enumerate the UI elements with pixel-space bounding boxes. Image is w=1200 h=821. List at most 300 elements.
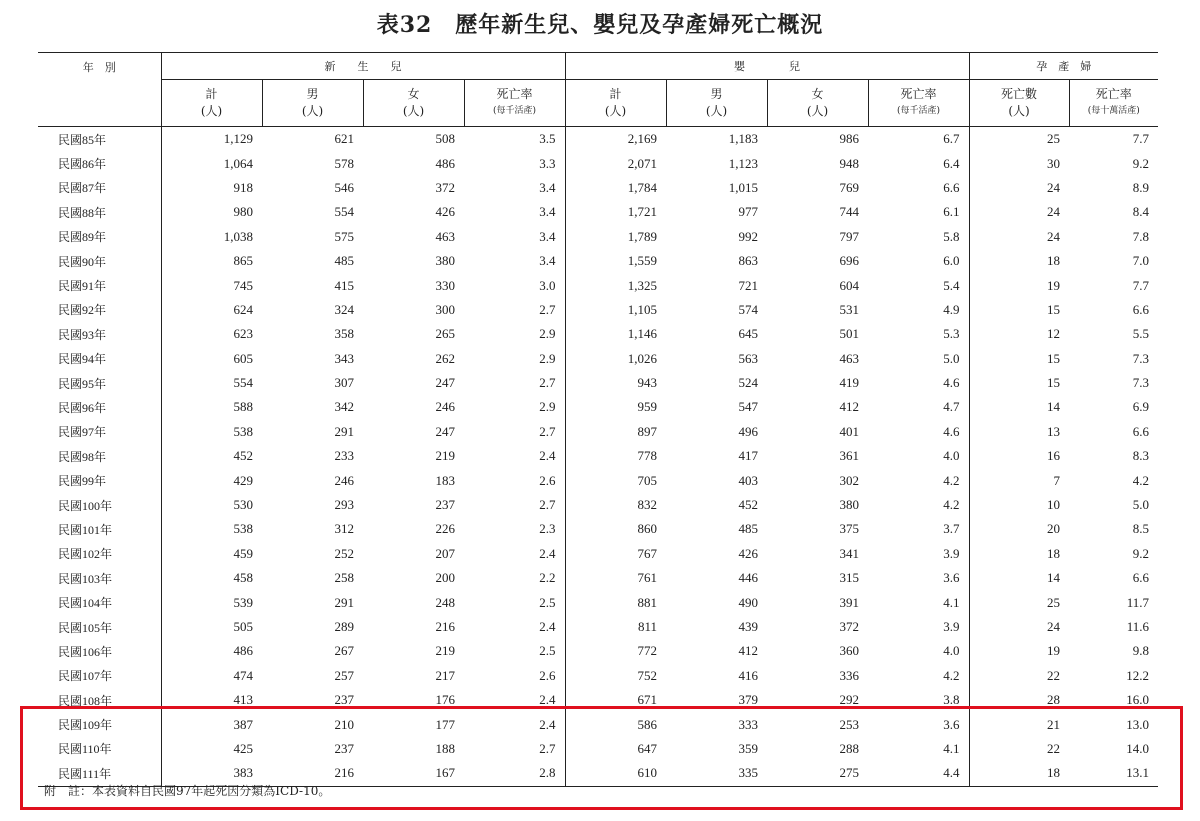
table-cell: 425 <box>161 737 262 761</box>
row-year-cell: 民國96年 <box>58 400 107 415</box>
table-cell: 15 <box>969 371 1069 395</box>
table-cell: 219 <box>435 643 455 659</box>
table-cell: 291 <box>334 594 354 610</box>
row-year-cell: 民國98年 <box>58 449 107 464</box>
table-cell: 860 <box>565 517 666 541</box>
table-cell: 2.7 <box>539 497 556 513</box>
table-cell: 485 <box>334 253 354 269</box>
row-year-cell: 民國107年 <box>58 669 113 684</box>
table-cell: 275 <box>767 761 868 786</box>
table-cell: 1,064 <box>161 151 262 175</box>
table-cell: 401 <box>839 423 859 439</box>
table-cell: 380 <box>435 253 455 269</box>
table-cell: 3.9 <box>943 545 960 561</box>
column-header <box>464 80 565 127</box>
table-cell: 9.8 <box>1132 643 1149 659</box>
table-cell: 5.3 <box>943 326 960 342</box>
table-cell: 4.2 <box>943 667 960 683</box>
column-header <box>868 80 969 127</box>
table-cell: 2.5 <box>539 594 556 610</box>
table-cell: 6.6 <box>1132 570 1149 586</box>
table-cell: 2.7 <box>539 423 556 439</box>
column-header-label: 女 <box>407 87 420 101</box>
table-cell: 624 <box>161 298 262 322</box>
table-cell: 575 <box>334 228 354 244</box>
table-cell: 216 <box>262 761 363 786</box>
table-cell: 2.2 <box>539 570 556 586</box>
table-cell: 1,784 <box>565 176 666 200</box>
table-cell: 3.8 <box>943 692 960 708</box>
table-cell: 797 <box>839 228 859 244</box>
table-cell: 986 <box>839 131 859 147</box>
table-cell: 463 <box>839 350 859 366</box>
table-cell: 645 <box>738 326 758 342</box>
table-cell: 992 <box>738 228 758 244</box>
table-cell: 30 <box>969 151 1069 175</box>
table-cell: 14 <box>969 395 1069 419</box>
column-header-label: 男 <box>306 87 319 101</box>
table-cell: 1,789 <box>565 225 666 249</box>
table-cell: 5.4 <box>943 277 960 293</box>
table-cell: 216 <box>435 619 455 634</box>
table-cell: 2.5 <box>539 643 556 659</box>
table-cell: 312 <box>334 521 354 537</box>
table-cell: 6.0 <box>943 253 960 269</box>
table-row <box>38 615 1158 639</box>
table-cell: 2.4 <box>539 692 556 708</box>
table-cell: 2.7 <box>539 740 556 756</box>
table-cell: 1,183 <box>728 131 758 147</box>
table-cell: 563 <box>738 350 758 366</box>
table-cell: 4.6 <box>943 375 960 391</box>
table-cell: 546 <box>334 179 354 195</box>
table-cell: 574 <box>738 301 758 317</box>
table-cell: 496 <box>738 423 758 439</box>
table-cell: 745 <box>161 273 262 297</box>
table-cell: 4.1 <box>943 594 960 610</box>
row-year-cell: 民國99年 <box>58 474 107 489</box>
table-row <box>38 273 1158 297</box>
table-cell: 2.6 <box>539 667 556 683</box>
table-row <box>38 151 1158 175</box>
table-row <box>38 322 1158 346</box>
table-cell: 6.6 <box>943 179 960 195</box>
table-cell: 2.4 <box>539 545 556 561</box>
table-cell: 2.4 <box>539 619 556 634</box>
table-cell: 452 <box>738 497 758 513</box>
table-cell: 863 <box>738 253 758 269</box>
table-row <box>38 468 1158 492</box>
group-header-infant: 嬰 兒 <box>565 53 969 80</box>
row-year-cell: 民國101年 <box>58 522 113 537</box>
table-cell: 452 <box>161 444 262 468</box>
table-cell: 621 <box>334 131 354 147</box>
table-cell: 1,015 <box>728 179 758 195</box>
table-cell: 247 <box>435 423 455 439</box>
table-cell: 538 <box>161 420 262 444</box>
table-row <box>38 127 1158 152</box>
table-cell: 15 <box>969 347 1069 371</box>
table-cell: 13 <box>969 420 1069 444</box>
table-cell: 474 <box>161 664 262 688</box>
table-cell: 881 <box>565 590 666 614</box>
table-cell: 772 <box>565 639 666 663</box>
highlight-box <box>20 706 1183 810</box>
table-cell: 8.9 <box>1132 179 1149 195</box>
table-cell: 289 <box>334 619 354 634</box>
table-row <box>38 371 1158 395</box>
table-cell: 3.6 <box>943 716 960 732</box>
table-cell: 21 <box>969 712 1069 736</box>
table-cell: 403 <box>738 472 758 488</box>
table-cell: 183 <box>435 472 455 488</box>
table-cell: 2.4 <box>539 448 556 464</box>
table-cell: 412 <box>839 399 859 415</box>
table-cell: 605 <box>161 347 262 371</box>
table-cell: 336 <box>839 667 859 683</box>
table-cell: 6.6 <box>1132 423 1149 439</box>
row-year-cell: 民國85年 <box>58 132 107 147</box>
table-cell: 380 <box>839 497 859 513</box>
column-header <box>1069 80 1158 127</box>
table-cell: 25 <box>969 127 1069 152</box>
table-cell: 13.1 <box>1069 761 1158 786</box>
column-header-label: 死亡率 <box>1095 87 1132 101</box>
table-cell: 696 <box>839 253 859 269</box>
table-cell: 9.2 <box>1132 545 1149 561</box>
table-cell: 335 <box>666 761 767 786</box>
table-cell: 505 <box>161 615 262 639</box>
column-header-label: 計 <box>205 87 218 101</box>
row-year-cell: 民國103年 <box>58 571 113 586</box>
table-row <box>38 395 1158 419</box>
table-cell: 8.5 <box>1132 521 1149 537</box>
table-cell: 7.3 <box>1132 350 1149 366</box>
table-row <box>38 542 1158 566</box>
table-cell: 918 <box>161 176 262 200</box>
table-cell: 267 <box>334 643 354 659</box>
table-cell: 315 <box>839 570 859 586</box>
column-header <box>969 80 1069 127</box>
table-cell: 744 <box>839 204 859 220</box>
table-cell: 1,026 <box>565 347 666 371</box>
row-year-cell: 民國94年 <box>58 352 107 367</box>
table-cell: 439 <box>738 619 758 634</box>
column-header-unit: (人) <box>806 104 829 118</box>
table-cell: 1,146 <box>565 322 666 346</box>
table-cell: 610 <box>565 761 666 786</box>
table-cell: 383 <box>161 761 262 786</box>
mortality-table <box>38 52 1158 787</box>
table-cell: 604 <box>839 277 859 293</box>
table-cell: 948 <box>839 155 859 171</box>
table-cell: 4.0 <box>943 643 960 659</box>
table-cell: 217 <box>435 667 455 683</box>
table-cell: 538 <box>161 517 262 541</box>
table-cell: 417 <box>738 448 758 464</box>
table-cell: 721 <box>738 277 758 293</box>
year-column-header: 年 別 <box>38 53 161 127</box>
row-year-cell: 民國104年 <box>58 596 113 611</box>
table-cell: 415 <box>334 277 354 293</box>
table-cell: 5.0 <box>1132 497 1149 513</box>
row-year-cell: 民國87年 <box>58 181 107 196</box>
table-cell: 4.4 <box>868 761 969 786</box>
table-cell: 416 <box>738 667 758 683</box>
table-cell: 426 <box>738 545 758 561</box>
table-cell: 588 <box>161 395 262 419</box>
table-cell: 247 <box>435 375 455 391</box>
table-cell: 207 <box>435 545 455 561</box>
table-cell: 324 <box>334 301 354 317</box>
table-cell: 265 <box>435 326 455 342</box>
table-cell: 7.8 <box>1132 228 1149 244</box>
column-header <box>666 80 767 127</box>
table-cell: 1,559 <box>565 249 666 273</box>
table-cell: 25 <box>969 590 1069 614</box>
table-cell: 188 <box>435 740 455 756</box>
table-cell: 959 <box>565 395 666 419</box>
table-cell: 769 <box>839 179 859 195</box>
table-cell: 4.7 <box>943 399 960 415</box>
table-cell: 671 <box>565 688 666 712</box>
page-title: 表32 歷年新生兒、嬰兒及孕產婦死亡概況 <box>376 12 824 38</box>
table-cell: 3.4 <box>539 253 556 269</box>
table-cell: 2.9 <box>539 350 556 366</box>
table-cell: 200 <box>435 570 455 586</box>
table-cell: 375 <box>839 521 859 537</box>
table-cell: 419 <box>839 375 859 391</box>
table-cell: 8.3 <box>1132 448 1149 464</box>
table-cell: 248 <box>435 594 455 610</box>
table-cell: 501 <box>839 326 859 342</box>
table-cell: 3.6 <box>943 570 960 586</box>
table-row <box>38 225 1158 249</box>
table-cell: 342 <box>334 399 354 415</box>
table-cell: 3.9 <box>943 619 960 634</box>
row-year-cell: 民國97年 <box>58 425 107 440</box>
table-cell: 832 <box>565 493 666 517</box>
table-cell: 19 <box>969 639 1069 663</box>
row-year-cell: 民國102年 <box>58 547 113 562</box>
table-cell: 778 <box>565 444 666 468</box>
column-header-label: 死亡數 <box>1000 87 1037 101</box>
table-row <box>38 200 1158 224</box>
column-header-unit: (人) <box>705 104 728 118</box>
table-cell: 459 <box>161 542 262 566</box>
table-row <box>38 347 1158 371</box>
table-cell: 4.9 <box>943 301 960 317</box>
table-cell: 8.4 <box>1132 204 1149 220</box>
table-cell: 426 <box>435 204 455 220</box>
table-cell: 262 <box>435 350 455 366</box>
table-cell: 13.0 <box>1126 716 1149 732</box>
table-cell: 6.9 <box>1132 399 1149 415</box>
table-cell: 372 <box>839 619 859 634</box>
table-cell: 258 <box>334 570 354 586</box>
table-cell: 360 <box>839 643 859 659</box>
table-cell: 176 <box>435 692 455 708</box>
table-row <box>38 493 1158 517</box>
table-cell: 291 <box>334 423 354 439</box>
group-header-maternal: 孕 產 婦 <box>969 53 1158 80</box>
table-cell: 3.4 <box>539 179 556 195</box>
table-cell: 237 <box>435 497 455 513</box>
table-cell: 24 <box>969 615 1069 639</box>
table-cell: 358 <box>334 326 354 342</box>
table-cell: 237 <box>334 692 354 708</box>
table-cell: 341 <box>839 545 859 561</box>
column-header-unit: (每千活產) <box>492 106 537 116</box>
table-cell: 1,038 <box>161 225 262 249</box>
table-cell: 486 <box>435 155 455 171</box>
table-cell: 379 <box>738 692 758 708</box>
table-cell: 1,129 <box>161 127 262 152</box>
table-cell: 865 <box>161 249 262 273</box>
column-header <box>565 80 666 127</box>
table-cell: 2.9 <box>539 399 556 415</box>
column-header-label: 死亡率 <box>496 87 533 101</box>
row-year-cell: 民國110年 <box>58 742 112 757</box>
column-header-unit: (人) <box>604 104 627 118</box>
table-cell: 1,123 <box>728 155 758 171</box>
table-cell: 539 <box>161 590 262 614</box>
table-cell: 361 <box>839 448 859 464</box>
table-cell: 458 <box>161 566 262 590</box>
table-cell: 429 <box>161 468 262 492</box>
table-cell: 752 <box>565 664 666 688</box>
table-cell: 19 <box>969 273 1069 297</box>
table-cell: 292 <box>839 692 859 708</box>
column-header-unit: (人) <box>301 104 324 118</box>
table-cell: 252 <box>334 545 354 561</box>
table-cell: 2.4 <box>539 716 556 732</box>
table-cell: 4.2 <box>943 497 960 513</box>
table-cell: 16 <box>969 444 1069 468</box>
table-cell: 24 <box>969 200 1069 224</box>
table-cell: 413 <box>161 688 262 712</box>
table-cell: 1,325 <box>565 273 666 297</box>
row-year-cell: 民國105年 <box>58 620 113 635</box>
column-header-unit: (每千活產) <box>896 106 941 116</box>
table-row <box>38 249 1158 273</box>
table-row <box>38 517 1158 541</box>
table-cell: 486 <box>161 639 262 663</box>
table-cell: 446 <box>738 570 758 586</box>
table-cell: 3.0 <box>539 277 556 293</box>
table-cell: 391 <box>839 594 859 610</box>
table-cell: 3.3 <box>539 155 556 171</box>
table-cell: 705 <box>565 468 666 492</box>
table-cell: 14 <box>969 566 1069 590</box>
table-row <box>38 176 1158 200</box>
table-cell: 485 <box>738 521 758 537</box>
table-row <box>38 444 1158 468</box>
table-cell: 524 <box>738 375 758 391</box>
table-cell: 2.8 <box>464 761 565 786</box>
table-cell: 20 <box>969 517 1069 541</box>
table-cell: 11.6 <box>1126 619 1149 634</box>
table-cell: 18 <box>969 249 1069 273</box>
table-cell: 4.6 <box>943 423 960 439</box>
table-cell: 7 <box>969 468 1069 492</box>
table-cell: 761 <box>565 566 666 590</box>
table-cell: 233 <box>334 448 354 464</box>
table-cell: 22 <box>969 664 1069 688</box>
column-header <box>363 80 464 127</box>
table-cell: 943 <box>565 371 666 395</box>
table-cell: 7.7 <box>1132 131 1149 147</box>
row-year-cell: 民國100年 <box>58 498 113 513</box>
table-cell: 16.0 <box>1126 692 1149 708</box>
table-cell: 463 <box>435 228 455 244</box>
row-year-cell: 民國89年 <box>58 230 107 245</box>
table-cell: 531 <box>839 301 859 317</box>
column-header-label: 女 <box>811 87 824 101</box>
table-cell: 3.4 <box>539 204 556 220</box>
table-cell: 2.7 <box>539 375 556 391</box>
table-cell: 647 <box>565 737 666 761</box>
table-row <box>38 420 1158 444</box>
table-cell: 226 <box>435 521 455 537</box>
table-cell: 10 <box>969 493 1069 517</box>
table-cell: 4.0 <box>943 448 960 464</box>
row-year-cell: 民國108年 <box>58 693 113 708</box>
table-cell: 22 <box>969 737 1069 761</box>
table-cell: 530 <box>161 493 262 517</box>
group-header-neonatal: 新 生 兒 <box>161 53 565 80</box>
table-cell: 359 <box>738 740 758 756</box>
table-cell: 219 <box>435 448 455 464</box>
table-cell: 237 <box>334 740 354 756</box>
table-cell: 387 <box>161 712 262 736</box>
table-cell: 578 <box>334 155 354 171</box>
footnote: 附 註：本表資料自民國97年起死因分類為ICD-10。 <box>44 784 331 798</box>
table-cell: 547 <box>738 399 758 415</box>
table-cell: 28 <box>969 688 1069 712</box>
table-cell: 1,105 <box>565 298 666 322</box>
table-cell: 372 <box>435 179 455 195</box>
table-cell: 343 <box>334 350 354 366</box>
table-cell: 6.6 <box>1132 301 1149 317</box>
table-cell: 1,721 <box>565 200 666 224</box>
table-cell: 253 <box>839 716 859 732</box>
table-row <box>38 590 1158 614</box>
table-cell: 6.4 <box>943 155 960 171</box>
table-row <box>38 639 1158 663</box>
table-cell: 5.0 <box>943 350 960 366</box>
row-year-cell: 民國106年 <box>58 644 113 659</box>
table-cell: 7.3 <box>1132 375 1149 391</box>
table-cell: 24 <box>969 176 1069 200</box>
table-cell: 412 <box>738 643 758 659</box>
table-cell: 246 <box>334 472 354 488</box>
column-header-unit: (每十萬活產) <box>1087 106 1140 116</box>
table-cell: 167 <box>363 761 464 786</box>
column-header <box>161 80 262 127</box>
table-cell: 15 <box>969 298 1069 322</box>
column-header-label: 死亡率 <box>900 87 937 101</box>
table-cell: 4.2 <box>1132 472 1149 488</box>
table-cell: 4.2 <box>943 472 960 488</box>
table-cell: 490 <box>738 594 758 610</box>
table-cell: 554 <box>334 204 354 220</box>
table-cell: 177 <box>435 716 455 732</box>
row-year-cell: 民國90年 <box>58 254 107 269</box>
table-cell: 586 <box>565 712 666 736</box>
table-cell: 307 <box>334 375 354 391</box>
row-year-cell: 民國109年 <box>58 718 113 733</box>
